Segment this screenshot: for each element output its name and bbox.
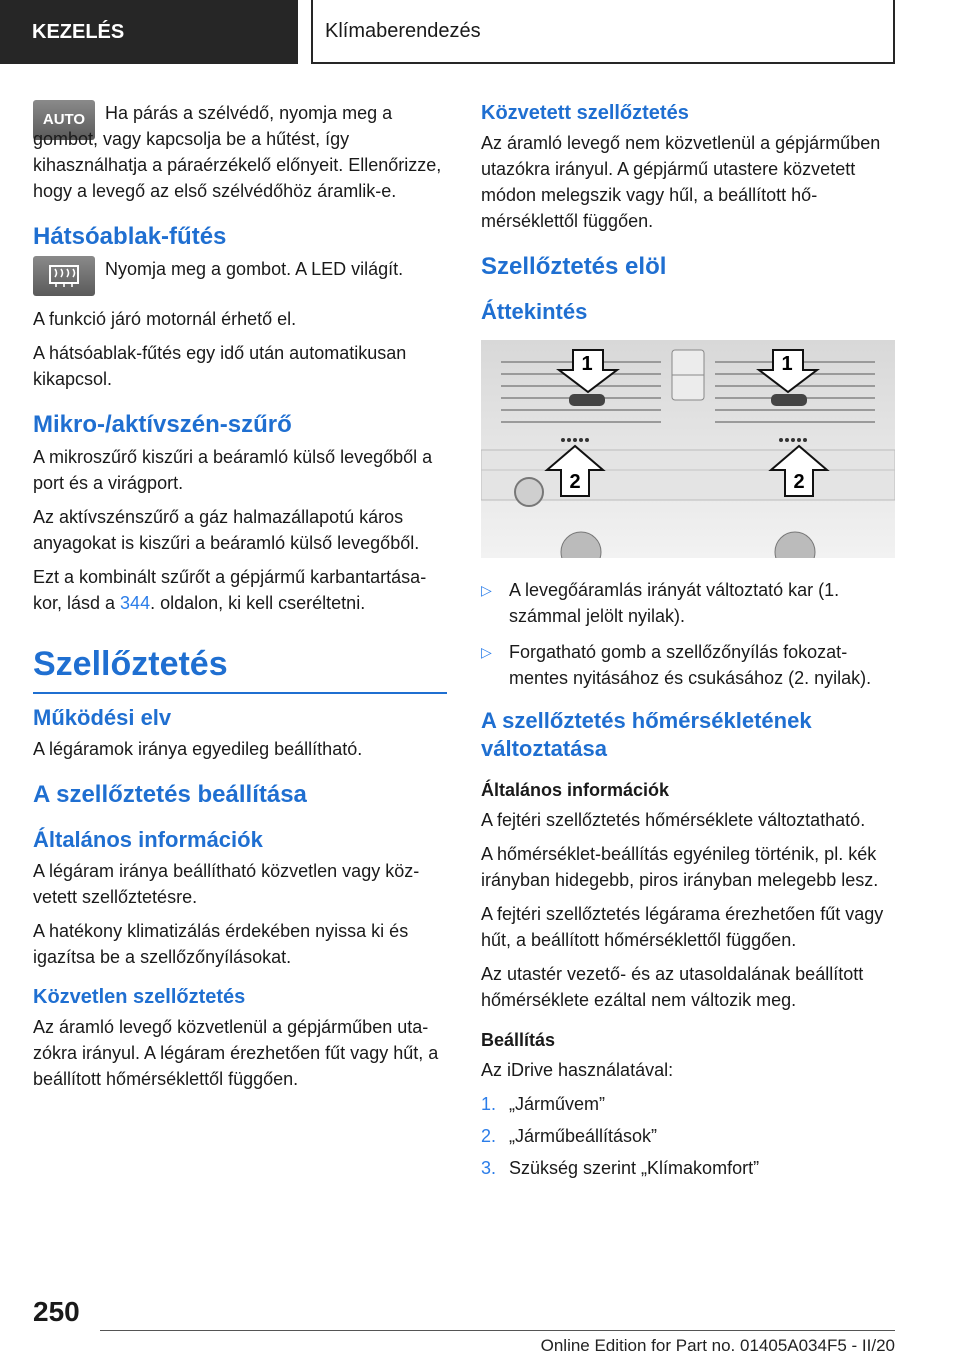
- rear-heating-p1: A funkció járó motornál érhető el.: [33, 309, 297, 329]
- steps-list: [481, 1091, 895, 1181]
- indirect-ventilation-paragraph: Az áramló levegő nem közvetlenül a gépjárműben utazókra irányul. A gépjármű utastere közvetett módon melegszik vagy hűl, a beállított hőmérséklettől függően.: [481, 133, 881, 231]
- filter-p1: A mikroszűrő kiszűri a beáramló külső levegőből a port és a virágport.: [33, 447, 433, 493]
- rear-heating-p2: A hátsóablak-fűtés egy idő után automatikusan kikapcsol.: [33, 343, 407, 389]
- filter-heading: Mikro-/aktívszén-szűrő: [33, 411, 292, 438]
- arrow-2-left-label: 2: [569, 471, 581, 493]
- step-text: „Járműbeállítások”: [509, 1126, 658, 1146]
- temp-p1: A fejtéri szellőztetés hőmérséklete változtatható.: [481, 810, 866, 830]
- arrow-1-right-label: 1: [781, 353, 793, 375]
- right-column: [481, 100, 895, 1187]
- header-chapter: Klímaberendezés: [311, 0, 895, 64]
- filter-p3-end: . oldalon, ki kell cseréltetni.: [150, 593, 366, 613]
- direct-ventilation-paragraph: Az áramló levegő közvetlenül a gépjárműben utazókra irányul. A légáram érezhetően fűt vagy hűt, a beállított hőmérséklettől függően.: [33, 1017, 439, 1089]
- ventilation-title: Szellőztetés: [33, 645, 228, 683]
- temperature-heading: A szellőztetés hőmérsékletének változtatása: [481, 708, 812, 761]
- rear-window-defrost-icon: [33, 256, 95, 296]
- overview-list: [481, 577, 895, 691]
- filter-p3-start: Ezt a kombinált szűrőt a gépjármű karbantartásakor, lásd a: [33, 567, 427, 613]
- direct-ventilation-heading: Közvetlen szellőztetés: [33, 986, 246, 1008]
- ventilation-setting-heading: A szellőztetés beállítása: [33, 781, 307, 808]
- bullet-text: Forgatható gomb a szellőzőnyílás fokozatmentes nyitásához és csukásához (2. nyilak).: [509, 642, 872, 688]
- auto-paragraph: Ha párás a szélvédő, nyomja meg a gombot, vagy kapcsolja be a hűtést, így kihasználhatja a páraérzékelő előnyeit. Ellenőrizze, hogy a levegő az első szélvédőhöz áramlik-e.: [33, 103, 442, 201]
- temperature-general-heading: Általános információk: [481, 780, 670, 800]
- auto-button-icon: AUTO: [33, 100, 95, 140]
- setting-intro: Az iDrive használatával:: [481, 1060, 674, 1080]
- arrow-1-left-label: 1: [581, 353, 593, 375]
- filter-p3: [33, 564, 447, 616]
- overview-heading: Áttekintés: [481, 299, 588, 324]
- general-p1: A légáram iránya beállítható közvetlen vagy közvetett szellőztetésre.: [33, 861, 420, 907]
- list-item: [481, 577, 895, 629]
- page-reference-link[interactable]: 344: [120, 593, 151, 613]
- triangle-bullet-icon: ▷: [481, 582, 492, 598]
- triangle-bullet-icon: ▷: [481, 644, 492, 660]
- page-number: 250: [33, 1296, 80, 1327]
- rear-window-heating-heading: Hátsóablak-fűtés: [33, 223, 227, 250]
- general-info-heading: Általános információk: [33, 827, 263, 852]
- vent-illustration: [481, 340, 895, 558]
- list-item: [481, 639, 895, 691]
- general-p2: A hatékony klimatizálás érdekében nyissa ki és igazítsa be a szellőzőnyílásokat.: [33, 921, 409, 967]
- step-number: 2.: [481, 1126, 497, 1146]
- temp-p4: Az utastér vezető- és az utasoldalának beállított hőmérséklete ezáltal nem változik meg.: [481, 964, 864, 1010]
- left-column: [33, 100, 447, 1100]
- temp-p2: A hőmérséklet-beállítás egyénileg történik, pl. kék irányban hidegebb, piros irányban melegebb lesz.: [481, 844, 879, 890]
- footer-rule: [100, 1330, 895, 1331]
- list-item: [481, 1091, 895, 1117]
- indirect-ventilation-heading: Közvetett szellőztetés: [481, 102, 689, 124]
- header-section: KEZELÉS: [0, 0, 298, 64]
- bullet-text: A levegőáramlás irányát változtató kar (1. számmal jelölt nyilak).: [509, 580, 840, 626]
- filter-p2: Az aktívszénszűrő a gáz halmazállapotú káros anyagokat is kiszűri a beáramló külső levegőből.: [33, 507, 420, 553]
- list-item: [481, 1123, 895, 1149]
- rear-heating-row: [33, 256, 447, 296]
- temp-p3: A fejtéri szellőztetés légárama érezhetően fűt vagy hűt, a beállított hőmérséklettől függően.: [481, 904, 884, 950]
- step-number: 1.: [481, 1094, 497, 1114]
- arrow-2-right-label: 2: [793, 471, 805, 493]
- setting-heading: Beállítás: [481, 1030, 556, 1050]
- footer-edition: Online Edition for Part no. 01405A034F5 - II/20: [540, 1336, 895, 1355]
- front-ventilation-heading: Szellőztetés elöl: [481, 253, 667, 280]
- title-rule: [33, 692, 447, 694]
- step-text: „Járművem”: [509, 1094, 606, 1114]
- principle-heading: Működési elv: [33, 705, 172, 730]
- step-text: Szükség szerint „Klímakomfort”: [509, 1158, 760, 1178]
- principle-paragraph: A légáramok iránya egyedileg beállítható.: [33, 739, 363, 759]
- list-item: [481, 1155, 895, 1181]
- step-number: 3.: [481, 1158, 497, 1178]
- rear-heating-instruction: Nyomja meg a gombot. A LED világít.: [105, 259, 404, 279]
